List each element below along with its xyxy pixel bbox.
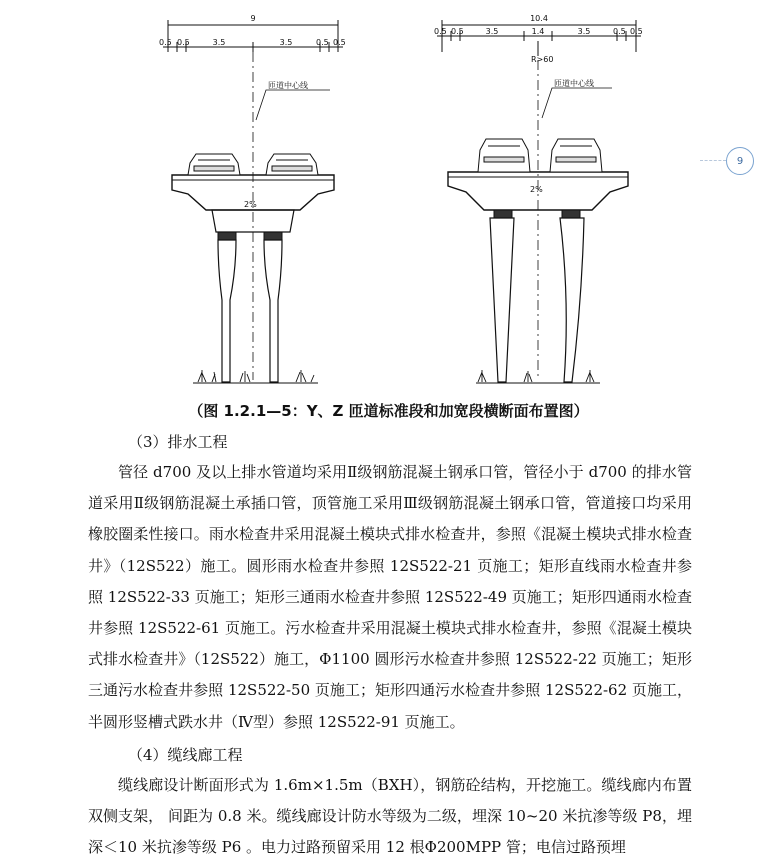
right-seg-4: 1.4	[531, 27, 545, 36]
paragraph-cable-gallery: 缆线廊设计断面形式为 1.6m×1.5m（BXH），钢筋砼结构，开挖施工。缆线廊内布置双侧支架， 间距为 0.8 米。缆线廊设计防水等级为二级，埋深 10~20 米抗渗等级 P8，埋深＜10 米抗渗等级 P6 。电力过路预留采用 12 根Φ200MPP 管；电信过路预埋	[88, 776, 692, 857]
section-heading-cable-gallery: （4）缆线廊工程	[128, 746, 243, 764]
right-seg-7: 0.5	[630, 27, 643, 36]
left-seg-4: 3.5	[279, 38, 293, 47]
left-slope-label: 2%	[244, 200, 257, 209]
right-centerline-label: 匝道中心线	[554, 79, 594, 88]
right-seg-6: 0.5	[613, 27, 626, 36]
right-seg-1: 0.5	[434, 27, 447, 36]
right-radius-label: R>60	[531, 55, 554, 64]
left-seg-6: 0.5	[333, 38, 346, 47]
left-seg-1: 0.5	[159, 38, 172, 47]
left-total-width: 9	[250, 14, 256, 23]
right-seg-5: 3.5	[577, 27, 591, 36]
page-marker-line	[700, 160, 726, 161]
right-seg-3: 3.5	[485, 27, 499, 36]
right-slope-label: 2%	[530, 185, 543, 194]
section-heading-drainage: （3）排水工程	[128, 433, 228, 451]
cross-section-figure	[140, 0, 660, 395]
right-seg-2: 0.5	[451, 27, 464, 36]
figure-caption: （图 1.2.1—5：Y、Z 匝道标准段和加宽段横断面布置图）	[188, 402, 589, 420]
left-seg-3: 3.5	[212, 38, 226, 47]
left-centerline-label: 匝道中心线	[268, 81, 308, 90]
paragraph-drainage: 管径 d700 及以上排水管道均采用Ⅱ级钢筋混凝土钢承口管，管径小于 d700 的排水管道采用Ⅱ级钢筋混凝土承插口管，顶管施工采用Ⅲ级钢筋混凝土钢承口管，管道接口均采用橡胶圈柔性接口。雨水检查井采用混凝土模块式排水检查井，参照《混凝土模块式排水检查井》（12S522）施工。圆形雨水检查井参照 12S522-21 页施工；矩形直线雨水检查井参照 12S522-33 页施工；矩形三通雨水检查井参照 12S522-49 页施工；矩形四通雨水检查井参照 12S522-61 页施工。污水检查井采用混凝土模块式排水检查井，参照《混凝土模块式排水检查井》（12S522）施工，Φ1100 圆形污水检查井参照 12S522-22 页施工；矩形三通污水检查井参照 12S522-50 页施工；矩形四通污水检查井参照 12S522-62 页施工，半圆形竖槽式跌水井（Ⅳ型）参照 12S522-91 页施工。	[88, 463, 692, 731]
page-number-badge: 9	[726, 147, 754, 175]
right-total-width: 10.4	[530, 14, 548, 23]
left-seg-2: 0.5	[177, 38, 190, 47]
left-seg-5: 0.5	[316, 38, 329, 47]
